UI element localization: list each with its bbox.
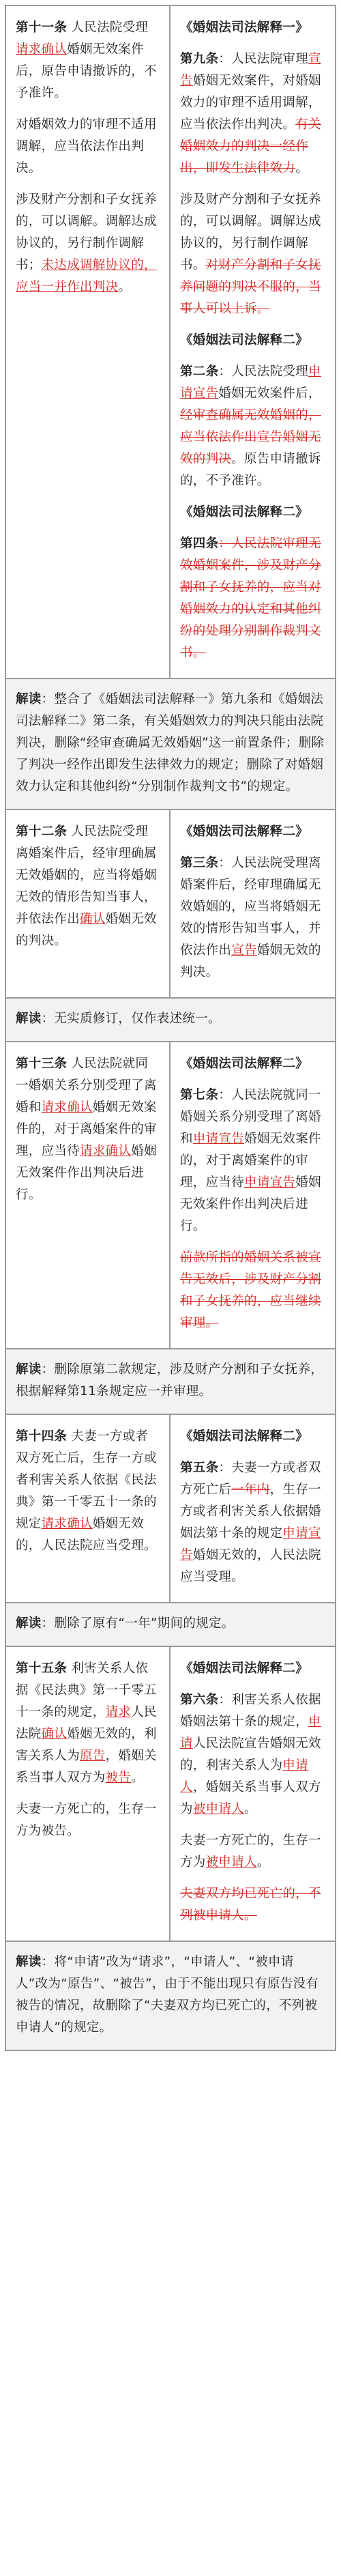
article-label: 第十三条 [16, 1057, 68, 1071]
provision-paragraph [180, 1883, 325, 1927]
text-run: ：人民法院就同一婚姻关系分别受理了离婚和 [180, 1088, 321, 1146]
interpretation-note [6, 1349, 335, 1414]
article-row [6, 6, 335, 678]
interpretation-note [6, 1942, 335, 2050]
article-label: 《婚姻法司法解释二》 [180, 1429, 309, 1444]
text-run: 利害关系人依据《民法典》第一千零五十一条的规定， [16, 1661, 157, 1719]
provision-paragraph [16, 821, 160, 952]
revised-text: 未达成调解协议的，应当一并作出判决 [16, 258, 157, 294]
text-run: 婚姻无效的判决。 [16, 912, 157, 948]
interpretation-row [6, 1941, 335, 2050]
text-run: ，婚姻关系当事人双方为 [16, 1749, 157, 1785]
article-label: 解读 [16, 692, 42, 706]
text-run: 人民法院受理 [67, 20, 149, 35]
text-run: ：人民法院审理 [218, 52, 309, 66]
provision-paragraph [180, 330, 325, 352]
provision-paragraph [16, 1053, 160, 1206]
revised-text: 宣告 [180, 52, 321, 88]
text-run: ：人民法院受理 [218, 364, 309, 379]
revised-text: 申请宣告 [180, 364, 321, 401]
old-provision-cell [170, 6, 335, 678]
text-run: 。原告申请撤诉的，不予准许。 [180, 452, 321, 488]
old-provision-cell [170, 1415, 335, 1602]
text-run: 婚姻无效案件后，原告申请撤诉的，不予准许。 [16, 42, 157, 100]
old-provision-cell [170, 1647, 335, 1941]
provision-paragraph [180, 1053, 325, 1075]
article-row [6, 1041, 335, 1348]
revised-text: 被申请人 [192, 1802, 245, 1816]
text-run: 婚姻无效的，利害关系人为 [16, 1727, 157, 1763]
text-run: 。 [295, 161, 309, 175]
revised-text: 宣告 [231, 943, 257, 958]
revised-text: 确认 [41, 1727, 68, 1741]
article-label: 第四条 [180, 536, 219, 551]
article-row [6, 809, 335, 997]
new-provision-cell [6, 1415, 170, 1602]
provision-paragraph [180, 1830, 325, 1874]
old-provision-cell [170, 1042, 335, 1348]
deleted-text: 有关婚姻效力的判决一经作出，即发生法律效力 [180, 117, 321, 175]
text-run: 涉及财产分割和子女抚养的，可以调解。调解达成协议的，另行制作调解书； [16, 192, 157, 272]
provision-paragraph [180, 17, 325, 39]
text-run: 涉及财产分割和子女抚养的，可以调解。调解达成协议的，另行制作调解书。 [180, 192, 321, 272]
revised-text: 申请宣告 [244, 1175, 296, 1190]
revised-text: 被申请人 [205, 1855, 257, 1870]
text-run: 人民法院就同一婚姻关系分别受理了离婚和 [16, 1057, 157, 1115]
text-run: 对婚姻效力的审理不适用调解，应当依法作出判决。 [16, 117, 157, 175]
provision-paragraph [180, 1247, 325, 1334]
text-run: ：利害关系人依据婚姻法第十条的规定， [180, 1693, 321, 1729]
comparison-table [5, 5, 336, 2051]
text-run: 婚姻无效案件后， [218, 386, 321, 401]
article-label: 第十五条 [16, 1661, 68, 1676]
text-run: ：删除了原有“一年”期间的规定。 [41, 1616, 235, 1631]
revised-text: 确认 [80, 912, 106, 926]
text-run: ：夫妻一方或者双方死亡后 [180, 1461, 321, 1497]
text-run: ，生存一方或者利害关系人依据婚姻法第十条的规定 [180, 1483, 321, 1541]
article-label: 解读 [16, 1616, 42, 1631]
provision-paragraph [180, 1426, 325, 1448]
provision-paragraph [16, 1799, 160, 1842]
article-label: 第九条 [180, 52, 219, 66]
provision-paragraph [16, 1658, 160, 1789]
text-run: ：无实质修订，仅作表述统一。 [41, 1012, 221, 1026]
text-run: ：删除原第二款规定，涉及财产分割和子女抚养，根据解释第11条规定应一并审理。 [16, 1362, 324, 1399]
text-run: ：将“申请”改为“请求”，“申请人”、“被申请人”改为“原告”、“被告”，由于不能出现只有原告没有被告的情况，故删除了“夫妻双方均已死亡的，不列被申请人”的规定。 [16, 1955, 319, 2035]
article-label: 《婚姻法司法解释二》 [180, 1661, 309, 1676]
text-run: 婚姻无效的判决。 [180, 943, 321, 979]
interpretation-row [6, 997, 335, 1041]
provision-paragraph [180, 189, 325, 320]
text-run: 人民法院受理离婚案件后，经审理确属无效婚姻的，应当将婚姻无效的情形告知当事人，并依法作出 [16, 825, 157, 926]
provision-paragraph [180, 361, 325, 492]
revised-text: 申请人 [180, 1758, 309, 1794]
revised-text: 原告 [80, 1749, 106, 1763]
text-run: 婚姻无效案件作出判决后进行。 [180, 1175, 321, 1233]
article-label: 第二条 [180, 364, 219, 379]
article-label: 《婚姻法司法解释一》 [180, 20, 309, 35]
revised-text: 被告 [105, 1771, 132, 1785]
provision-paragraph [180, 853, 325, 984]
provision-paragraph [16, 114, 160, 180]
article-row [6, 1646, 335, 1941]
text-run: 。 [244, 1802, 257, 1816]
new-provision-cell [6, 1042, 170, 1348]
article-label: 解读 [16, 1012, 42, 1026]
text-run: 婚姻无效案件，对婚姻效力的审理不适用调解，应当依法作出判决。 [180, 74, 321, 132]
article-label: 《婚姻法司法解释二》 [180, 333, 309, 347]
deleted-text: 前款所指的婚姻关系被宣告无效后，涉及财产分割和子女抚养的，应当继续审理。 [180, 1250, 321, 1330]
text-run: 人民法院宣告婚姻无效的，利害关系人为 [180, 1736, 321, 1773]
text-run: 人民法院 [16, 1705, 157, 1741]
deleted-text: 一年内 [231, 1483, 270, 1497]
revised-text: 请求确认 [80, 1144, 132, 1158]
article-label: 第五条 [180, 1461, 219, 1475]
article-label: 解读 [16, 1955, 42, 1969]
deleted-text: ：人民法院审理无效婚姻案件，涉及财产分割和子女抚养的，应当对婚姻效力的认定和其他纠纷的处理分别制作裁判文书。 [180, 536, 321, 660]
new-provision-cell [6, 810, 170, 997]
revised-text: 申请宣告 [192, 1132, 245, 1146]
text-run: 夫妻一方或者双方死亡后，生存一方或者利害关系人依据《民法典》第一千零五十一条的规定 [16, 1429, 157, 1531]
interpretation-row [6, 1602, 335, 1646]
text-run: 夫妻一方死亡的，生存一方为被告。 [16, 1802, 157, 1838]
interpretation-note [6, 999, 335, 1041]
text-run: 婚姻无效的，人民法院应当受理。 [16, 1517, 157, 1553]
text-run: 。 [118, 280, 132, 294]
deleted-text: 经审查确属无效婚姻的，应当依法作出宣告婚姻无效的判决 [180, 408, 321, 466]
article-label: 第十二条 [16, 825, 68, 839]
text-run: ：人民法院受理离婚案件后，经审理确属无效婚姻的，应当将婚姻无效的情形告知当事人，并依法作出 [180, 856, 321, 958]
revised-text: 请求 [105, 1705, 132, 1719]
text-run: 婚姻无效案件作出判决后进行。 [16, 1144, 157, 1202]
interpretation-note [6, 1603, 335, 1646]
new-provision-cell [6, 6, 170, 678]
revised-text: 请求确认 [16, 42, 68, 57]
revised-text: 请求确认 [41, 1100, 93, 1115]
provision-paragraph [180, 1457, 325, 1588]
deleted-text: 对财产分割和子女抚养问题的判决不服的，当事人可以上诉。 [180, 258, 321, 316]
provision-paragraph [16, 17, 160, 104]
old-provision-cell [170, 810, 335, 997]
provision-paragraph [180, 502, 325, 524]
text-run: 夫妻一方死亡的，生存一方为 [180, 1833, 321, 1870]
article-label: 第十四条 [16, 1429, 68, 1444]
text-run: ，婚姻关系当事人双方为 [180, 1780, 321, 1816]
article-row [6, 1414, 335, 1602]
provision-paragraph [16, 189, 160, 298]
text-run: ：整合了《婚姻法司法解释一》第九条和《婚姻法司法解释二》第二条，有关婚姻效力的判决只能由法院判决，删除“经审查确属无效婚姻”这一前置条件；删除了判决一经作出即发生法律效力的规定；删除了对婚姻效力认定和其他纠纷“分别制作裁判文书”的规定。 [16, 692, 325, 794]
article-label: 《婚姻法司法解释二》 [180, 825, 309, 839]
new-provision-cell [6, 1647, 170, 1941]
text-run: 婚姻无效的，人民法院应当受理。 [180, 1548, 321, 1584]
text-run: 。 [131, 1771, 145, 1785]
provision-paragraph [16, 1426, 160, 1557]
revised-text: 申请宣告 [180, 1526, 321, 1562]
revised-text: 请求确认 [41, 1517, 93, 1531]
article-label: 第三条 [180, 856, 219, 870]
provision-paragraph [180, 1085, 325, 1237]
article-label: 第七条 [180, 1088, 219, 1102]
provision-paragraph [180, 1689, 325, 1820]
deleted-text: 夫妻双方均已死亡的，不列被申请人。 [180, 1887, 321, 1923]
article-label: 《婚姻法司法解释二》 [180, 1057, 309, 1071]
article-label: 第十一条 [16, 20, 68, 35]
provision-paragraph [180, 821, 325, 843]
text-run: 婚姻无效案件的，对于离婚案件的审理，应当待 [180, 1132, 321, 1190]
provision-paragraph [180, 1658, 325, 1680]
interpretation-row [6, 1348, 335, 1414]
interpretation-note [6, 679, 335, 809]
article-label: 解读 [16, 1362, 42, 1377]
article-label: 第六条 [180, 1693, 219, 1707]
interpretation-row [6, 678, 335, 809]
revised-text: 申请 [180, 1715, 321, 1751]
provision-paragraph [180, 48, 325, 180]
article-label: 《婚姻法司法解释二》 [180, 505, 309, 519]
text-run: 婚姻无效案件的，对于离婚案件的审理，应当待 [16, 1100, 157, 1158]
provision-paragraph [180, 533, 325, 664]
text-run: 。 [256, 1855, 270, 1870]
